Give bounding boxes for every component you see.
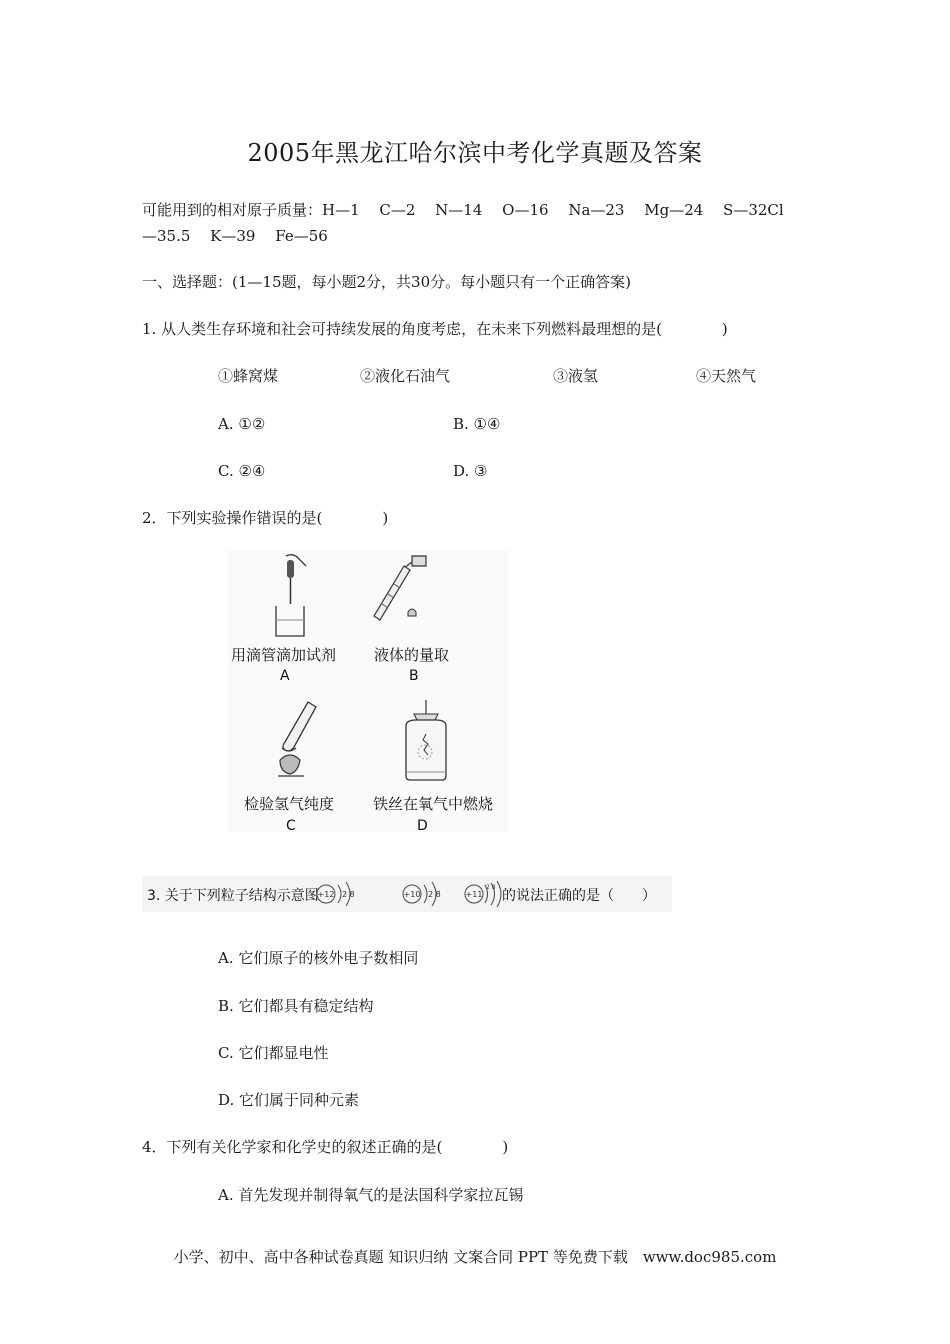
particle-diagram-2 <box>400 879 460 909</box>
figure-letter-a: A <box>280 668 290 684</box>
q2-figure <box>228 550 508 832</box>
particle-nucleus: +12 <box>317 890 335 899</box>
figure-label-d: 铁丝在氧气中燃烧 <box>373 795 494 813</box>
q1-item: ④天然气 <box>696 367 757 385</box>
q1-option-a: A. ①② <box>218 415 266 433</box>
q4-stem: 4．下列有关化学家和化学史的叙述正确的是( ) <box>142 1138 509 1156</box>
section-heading: 一、选择题：(1—15题，每小题2分，共30分。每小题只有一个正确答案) <box>142 273 631 291</box>
atomic-masses-line2: —35.5 K—39 Fe—56 <box>142 227 328 245</box>
q1-item: ②液化石油气 <box>360 367 451 385</box>
figure-label-c: 检验氢气纯度 <box>244 795 335 813</box>
gas-bottle-drawing <box>388 698 458 783</box>
q1-stem: 1. 从人类生存环境和社会可持续发展的角度考虑，在未来下列燃料最理想的是( ) <box>142 320 728 338</box>
q1-item: ③液氢 <box>553 367 599 385</box>
q3-stem-suffix: 的说法正确的是（ ） <box>502 888 656 904</box>
q1-option-c: C. ②④ <box>218 462 266 480</box>
figure-label-a: 用滴管滴加试剂 <box>231 646 337 664</box>
q1-option-b: B. ①④ <box>453 415 501 433</box>
q3-stem-image <box>142 876 672 912</box>
dropper-drawing <box>266 552 316 637</box>
figure-letter-c: C <box>286 818 296 834</box>
figure-letter-d: D <box>417 818 428 834</box>
q3-option-b: B. 它们都具有稳定结构 <box>218 997 374 1015</box>
particle-shells: 2 8 <box>342 890 355 899</box>
q4-option-a: A. 首先发现并制得氧气的是法国科学家拉瓦锡 <box>218 1186 524 1204</box>
q3-stem-prefix: 3. 关于下列粒子结构示意图 <box>147 888 319 904</box>
q3-option-c: C. 它们都显电性 <box>218 1044 329 1062</box>
cylinder-drawing <box>368 552 438 637</box>
q1-item: ①蜂窝煤 <box>218 367 279 385</box>
footer-note: 小学、初中、高中各种试卷真题 知识归纳 文案合同 PPT 等免费下载 www.doc985.com <box>173 1248 777 1266</box>
particle-nucleus: +11 <box>465 890 483 899</box>
q3-option-d: D. 它们属于同种元素 <box>218 1091 360 1109</box>
q3-option-a: A. 它们原子的核外电子数相同 <box>218 949 419 967</box>
particle-shells: 2 8 <box>486 884 496 891</box>
atomic-masses-line1: 可能用到的相对原子质量：H—1 C—2 N—14 O—16 Na—23 Mg—24 S—32Cl <box>142 201 784 219</box>
figure-label-b: 液体的量取 <box>374 646 450 664</box>
test-tube-drawing <box>268 698 328 783</box>
particle-diagram-1 <box>314 879 384 909</box>
page-title: 2005年黑龙江哈尔滨中考化学真题及答案 <box>247 139 703 167</box>
particle-shells: 2 8 <box>428 890 441 899</box>
figure-letter-b: B <box>409 668 419 684</box>
particle-diagram-3 <box>462 879 502 909</box>
particle-nucleus: +10 <box>403 890 421 899</box>
q2-stem: 2．下列实验操作错误的是( ) <box>142 509 389 527</box>
q1-option-d: D. ③ <box>453 462 488 480</box>
